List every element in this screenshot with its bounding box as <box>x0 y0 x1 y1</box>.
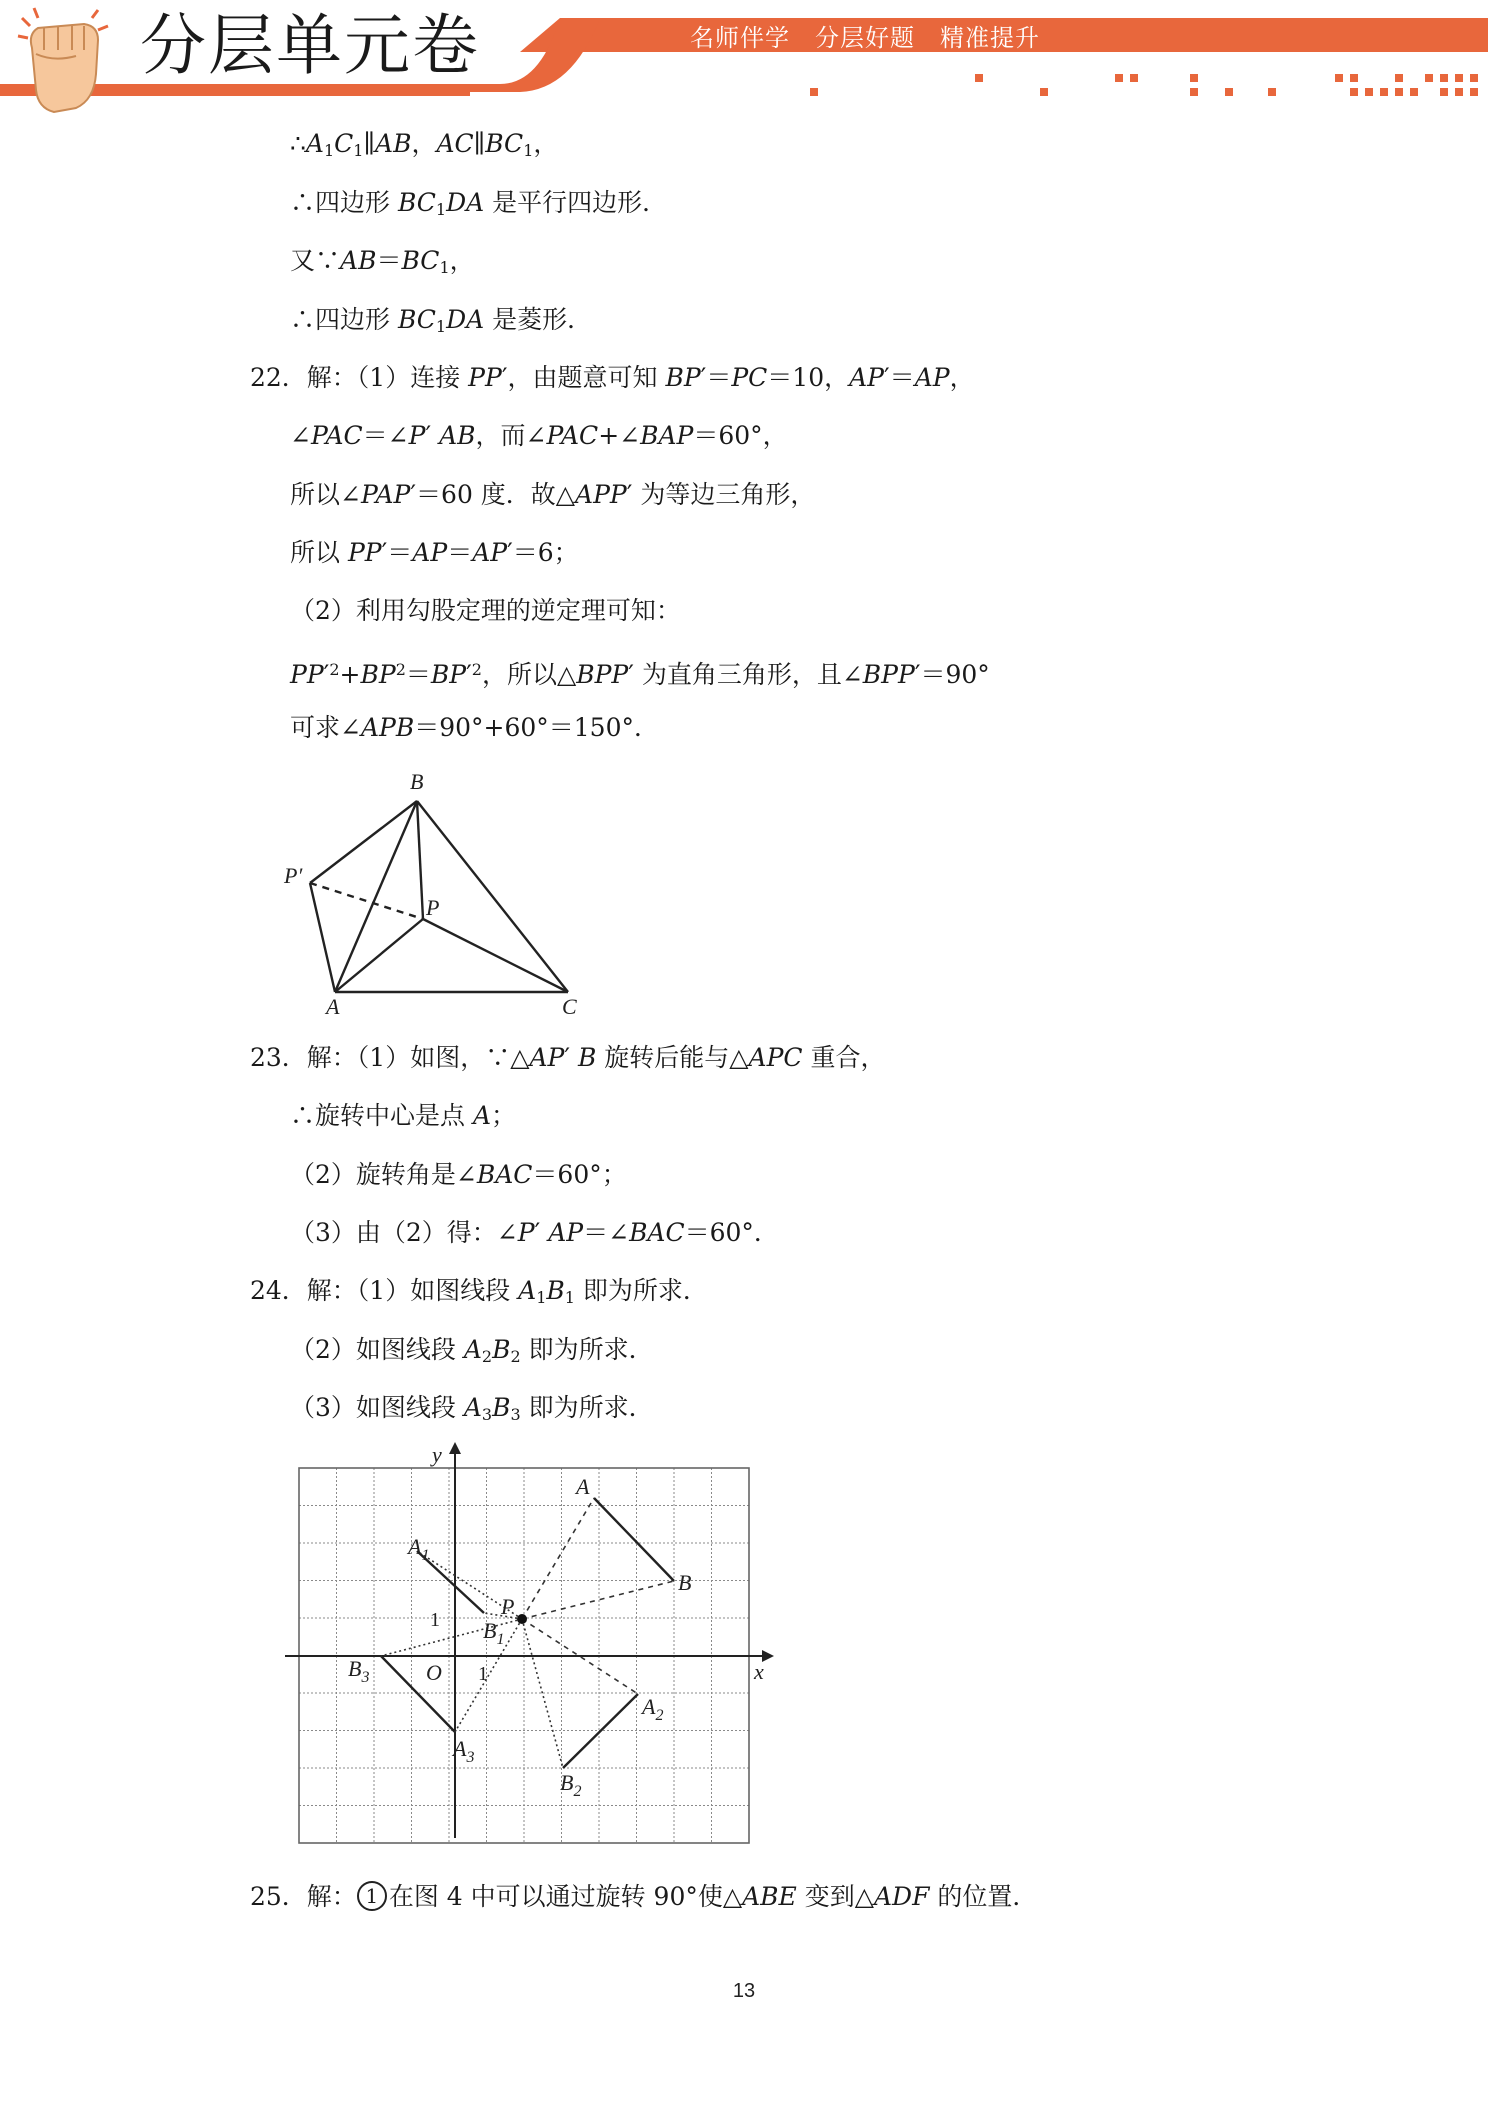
text-fragment: B <box>546 1276 565 1305</box>
text-line-q24 <box>250 1274 708 1315</box>
text-line-l7 <box>290 478 815 512</box>
label-A: A <box>326 994 340 1019</box>
text-fragment: PAP <box>360 480 411 509</box>
text-fragment: 1 <box>357 1881 387 1911</box>
text-fragment: AP <box>412 538 448 567</box>
text-fragment: 23．解：（1）如图，∵△ <box>250 1043 530 1072</box>
segment-AP <box>335 919 423 992</box>
text-fragment: 1 <box>435 200 447 219</box>
brand-title: 分层单元卷 <box>140 7 480 84</box>
text-fragment: + <box>339 660 361 689</box>
text-line-q23 <box>250 1041 886 1075</box>
text-fragment: 22．解：（1）连接 <box>250 363 469 392</box>
text-fragment: ABE <box>742 1882 797 1911</box>
text-fragment: P <box>517 1218 535 1247</box>
label-C: C <box>562 994 577 1019</box>
text-fragment: ′＝6； <box>507 538 579 567</box>
text-line-l14 <box>290 1158 627 1192</box>
text-fragment: ′，由题意可知 <box>501 363 666 392</box>
text-fragment: 24．解：（1）如图线段 <box>250 1276 519 1305</box>
label-B1: $B_1$ <box>483 1618 505 1648</box>
header-pixel-dots <box>810 74 1478 96</box>
text-fragment: ′＝ <box>381 538 413 567</box>
text-fragment: C <box>334 129 354 158</box>
text-fragment: 2 <box>395 660 406 679</box>
text-fragment: ∴四边形 <box>290 188 398 217</box>
label-B: B <box>410 769 424 794</box>
text-fragment: 1 <box>435 317 447 336</box>
text-fragment: BAC <box>476 1160 533 1189</box>
label-P: P <box>426 895 440 920</box>
text-fragment: A <box>305 129 324 158</box>
header-slogan: 名师伴学 分层好题 精准提升 <box>690 24 1040 52</box>
text-fragment: AC <box>436 129 474 158</box>
segment-AB <box>594 1498 674 1581</box>
text-fragment: ＝ <box>405 660 431 689</box>
text-fragment: PP <box>290 660 324 689</box>
figure-24-grid <box>280 1438 780 1846</box>
text-fragment: A <box>463 1335 482 1364</box>
text-fragment: ′ <box>466 660 472 689</box>
text-fragment: （2）利用勾股定理的逆定理可知： <box>290 596 681 625</box>
text-fragment: ＝∠ <box>583 1218 630 1247</box>
segment-BA <box>335 801 417 992</box>
text-fragment: DA <box>446 305 485 334</box>
text-fragment: BP <box>360 660 396 689</box>
text-fragment: ′＝ <box>884 363 915 392</box>
text-line-l8 <box>290 536 579 570</box>
text-fragment: 是菱形． <box>484 305 593 334</box>
text-fragment: B <box>492 1335 511 1364</box>
text-fragment: DA <box>446 188 485 217</box>
text-fragment: AB <box>340 246 377 275</box>
text-fragment: ′＝60 度．故△ <box>410 480 576 509</box>
segment-PC <box>423 919 568 992</box>
text-fragment: AP <box>529 1043 565 1072</box>
text-fragment: 是平行四边形． <box>484 188 668 217</box>
text-fragment: ， <box>533 129 559 158</box>
text-line-l18 <box>290 1391 654 1432</box>
text-fragment: （3）如图线段 <box>290 1393 464 1422</box>
text-fragment: （2）旋转角是∠ <box>290 1160 477 1189</box>
text-fragment: 2 <box>510 1347 521 1366</box>
label-x: x <box>754 1659 764 1684</box>
text-fragment: APB <box>360 713 415 742</box>
text-fragment: PAC <box>310 421 363 450</box>
text-line-l9 <box>290 594 681 628</box>
text-fragment: BC <box>397 188 436 217</box>
text-fragment: ＝10， <box>767 363 850 392</box>
text-fragment: 1 <box>439 258 450 277</box>
text-fragment: 25．解： <box>250 1882 357 1911</box>
text-fragment: 2 <box>329 660 340 679</box>
text-fragment: 即为所求． <box>520 1393 654 1422</box>
segment-BP <box>417 801 423 919</box>
label-one-x: 1 <box>478 1663 488 1685</box>
label-A1: $A_1$ <box>408 1534 430 1564</box>
text-line-l6 <box>290 419 788 453</box>
segment-BP' <box>310 801 417 883</box>
text-fragment: ＝ <box>376 246 402 275</box>
text-fragment: ′ <box>534 1218 549 1247</box>
header-banner <box>0 0 1488 118</box>
label-B: B <box>678 1570 692 1595</box>
text-line-l3 <box>290 244 475 285</box>
text-fragment: AB <box>439 421 476 450</box>
text-line-l15 <box>290 1216 779 1250</box>
text-line-l13 <box>290 1099 516 1133</box>
text-fragment: ， <box>449 246 475 275</box>
text-fragment: 旋转后能与△ <box>596 1043 749 1072</box>
text-fragment: ，所以△ <box>481 660 577 689</box>
text-fragment: 2 <box>471 660 482 679</box>
text-fragment: ； <box>491 1101 517 1130</box>
text-fragment: 2 <box>481 1347 493 1366</box>
dashed-PA <box>522 1498 594 1619</box>
text-fragment: ， <box>949 363 975 392</box>
label-O: O <box>426 1660 442 1685</box>
text-fragment: BAC <box>629 1218 685 1247</box>
label-B3: $B_3$ <box>348 1656 370 1686</box>
text-fragment: BPP <box>862 660 915 689</box>
text-fragment: B <box>492 1393 511 1422</box>
text-line-l10 <box>290 653 990 692</box>
text-fragment: 3 <box>481 1405 493 1424</box>
text-fragment: ′ 为直角三角形，且∠ <box>628 660 863 689</box>
text-fragment: 可求∠ <box>290 713 361 742</box>
label-one-y: 1 <box>430 1609 440 1631</box>
text-fragment: ∠ <box>290 421 311 450</box>
text-fragment: BC <box>401 246 440 275</box>
text-fragment: 的位置． <box>929 1882 1038 1911</box>
text-fragment: 1 <box>353 141 364 160</box>
text-line-q25 <box>250 1880 1037 1914</box>
text-fragment: ＝∠ <box>362 421 409 450</box>
text-fragment: PAC <box>546 421 599 450</box>
text-fragment: BP <box>430 660 467 689</box>
text-line-q22 <box>250 361 975 395</box>
text-fragment: ∴ <box>290 129 306 158</box>
text-fragment: PP <box>468 363 502 392</box>
text-fragment: BAP <box>640 421 694 450</box>
segment-A2B2 <box>563 1694 638 1768</box>
label-B2: $B_2$ <box>560 1770 582 1800</box>
text-fragment: ′ 为等边三角形， <box>626 480 816 509</box>
text-fragment: A <box>518 1276 537 1305</box>
text-fragment: 即为所求． <box>520 1335 654 1364</box>
x-axis-arrow <box>762 1650 774 1662</box>
text-fragment: ＝60°． <box>684 1218 779 1247</box>
text-fragment: 即为所求． <box>574 1276 708 1305</box>
text-fragment: A <box>463 1393 482 1422</box>
dashed-PB <box>522 1581 674 1619</box>
y-axis-arrow <box>449 1442 461 1454</box>
text-fragment: 1 <box>536 1288 547 1307</box>
text-fragment: ′ <box>323 660 330 689</box>
text-fragment: A <box>472 1101 492 1130</box>
text-line-l2 <box>290 186 667 227</box>
text-fragment: B <box>577 1043 597 1072</box>
text-fragment: ＝60°， <box>693 421 788 450</box>
text-fragment: 所以 <box>290 538 348 567</box>
text-fragment: PC <box>731 363 768 392</box>
text-fragment: AP <box>472 538 508 567</box>
text-fragment: BPP <box>576 660 629 689</box>
text-fragment: ∥AB <box>363 129 412 158</box>
text-fragment: 1 <box>323 141 335 160</box>
text-fragment: 又∵ <box>290 246 341 275</box>
text-fragment: AP <box>914 363 950 392</box>
text-fragment: ＝ <box>447 538 473 567</box>
text-fragment: （2）如图线段 <box>290 1335 464 1364</box>
label-A: A <box>576 1474 590 1499</box>
text-fragment: 1 <box>523 141 534 160</box>
text-fragment: +∠ <box>598 421 641 450</box>
text-fragment: AP <box>849 363 884 392</box>
text-fragment: ∴四边形 <box>290 305 398 334</box>
text-fragment: ′＝90° <box>914 660 990 689</box>
point-P <box>517 1614 527 1624</box>
segment-A3B3 <box>381 1656 455 1732</box>
text-fragment: 重合， <box>802 1043 886 1072</box>
text-fragment: （3）由（2）得：∠ <box>290 1218 518 1247</box>
text-fragment: APP <box>575 480 627 509</box>
text-fragment: PP <box>347 538 382 567</box>
label-P-prime: P′ <box>284 863 303 888</box>
text-line-l11 <box>290 711 659 745</box>
segment-BC <box>417 801 568 992</box>
page-number: 13 <box>732 1980 756 2002</box>
text-fragment: ∴旋转中心是点 <box>290 1101 473 1130</box>
text-fragment: 变到△ <box>796 1882 874 1911</box>
text-fragment: ＝90°+60°＝150°． <box>414 713 659 742</box>
fist-icon <box>18 8 108 112</box>
text-line-l17 <box>290 1333 654 1374</box>
text-fragment: BC <box>397 305 436 334</box>
text-fragment: ， <box>411 129 437 158</box>
axes <box>285 1446 770 1838</box>
segment-P'A <box>310 883 335 992</box>
text-fragment: ＝60°； <box>532 1160 627 1189</box>
text-fragment: ′ <box>425 421 440 450</box>
text-fragment: BP <box>665 363 701 392</box>
text-fragment: 1 <box>564 1288 575 1307</box>
label-P: P <box>501 1594 515 1619</box>
label-A3: $A_3$ <box>453 1736 475 1766</box>
text-fragment: ∥BC <box>473 129 524 158</box>
text-fragment: 所以∠ <box>290 480 361 509</box>
text-fragment: ，而∠ <box>475 421 547 450</box>
text-fragment: P <box>408 421 426 450</box>
text-fragment: ′ <box>564 1043 578 1072</box>
label-y: y <box>432 1442 442 1467</box>
text-fragment: ADF <box>873 1882 930 1911</box>
text-fragment: AP <box>548 1218 584 1247</box>
figure-22-triangle <box>270 765 600 1025</box>
label-A2: $A_2$ <box>642 1694 664 1724</box>
text-fragment: 3 <box>510 1405 521 1424</box>
text-line-l4 <box>290 303 592 344</box>
text-fragment: APC <box>748 1043 803 1072</box>
text-fragment: ′＝ <box>700 363 732 392</box>
segment-PP' <box>310 883 423 919</box>
text-fragment: 在图 4 中可以通过旋转 90°使△ <box>388 1882 743 1911</box>
text-line-l1 <box>290 127 558 168</box>
